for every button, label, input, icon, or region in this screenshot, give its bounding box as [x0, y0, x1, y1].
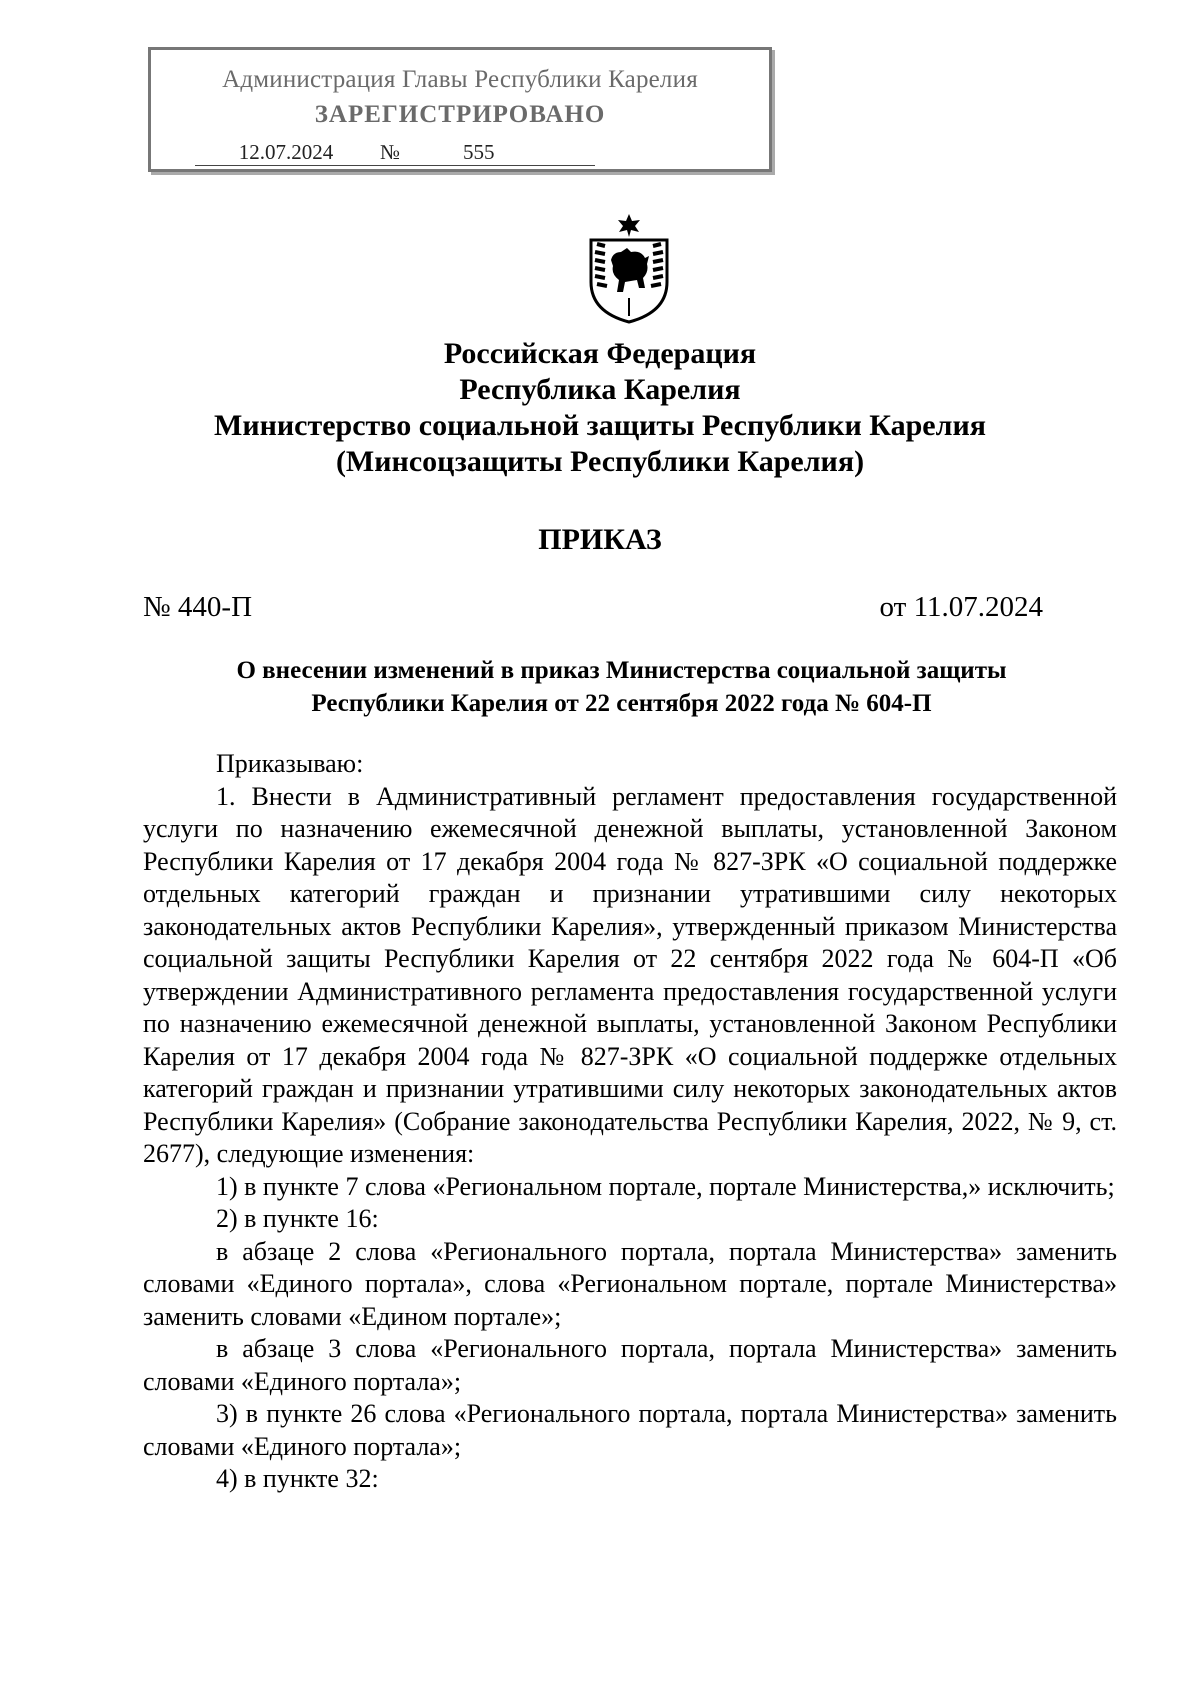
- document-date: от 11.07.2024: [879, 591, 1043, 623]
- paragraph-change-2-a: в абзаце 2 слова «Регионального портала, портала Министерства» заменить словами «Единого портала», слова «Региональном портале, портале Министерства» заменить словами «Едином портале»;: [143, 1236, 1117, 1331]
- stamp-number: 555: [403, 140, 595, 166]
- document-body: [143, 748, 1117, 1496]
- stamp-registration-row: [195, 140, 595, 166]
- paragraph-change-2-b: в абзаце 3 слова «Регионального портала, портала Министерства» заменить словами «Единого портала»;: [143, 1334, 1117, 1396]
- subject-line-1: О внесении изменений в приказ Министерства социальной защиты: [236, 657, 1007, 684]
- subject-line-2: Республики Карелия от 22 сентября 2022 года № 604-П: [311, 690, 932, 717]
- header-region: Республика Карелия: [459, 373, 741, 406]
- paragraph-change-2: 2) в пункте 16:: [216, 1204, 379, 1233]
- karelia-coat-of-arms-icon: [583, 212, 675, 324]
- document-type: ПРИКАЗ: [538, 523, 662, 556]
- document-subject: [143, 654, 1100, 720]
- paragraph-change-1: 1) в пункте 7 слова «Региональном портале, портале Министерства,» исключить;: [216, 1171, 1115, 1201]
- paragraph-order: Приказываю:: [216, 749, 364, 778]
- document-number: № 440-П: [143, 591, 253, 623]
- paragraph-item-1: 1. Внести в Административный регламент предоставления государственной услуги по назначению ежемесячной денежной выплаты, установленной Законом Республики Карелия от 17 декабря 2004 года № 827-ЗРК «О социальной поддержке отдельных категорий граждан и признании утратившими силу некоторых законодательных актов Республики Карелия», утвержденный приказом Министерства социальной защиты Республики Карелия от 22 сентября 2022 года № 604-П «Об утверждении Административного регламента предоставления государственной услуги по назначению ежемесячной денежной выплаты, установленной Законом Республики Карелия от 17 декабря 2004 года № 827-ЗРК «О социальной поддержке отдельных категорий граждан и признании утратившими силу некоторых законодательных актов Республики Карелия» (Собрание законодательства Республики Карелия, 2022, № 9, ст. 2677), следующие изменения:: [143, 781, 1117, 1168]
- stamp-number-sign: №: [377, 140, 403, 166]
- stamp-date: 12.07.2024: [195, 140, 377, 166]
- paragraph-change-4: 4) в пункте 32:: [216, 1464, 379, 1493]
- header-country: Российская Федерация: [443, 337, 757, 370]
- header-ministry: Министерство социальной защиты Республики Карелия: [214, 409, 986, 442]
- registration-stamp: [148, 47, 772, 172]
- paragraph-change-3: 3) в пункте 26 слова «Регионального портала, портала Министерства» заменить словами «Единого портала»;: [143, 1399, 1117, 1461]
- stamp-authority: Администрация Главы Республики Карелия: [222, 66, 698, 93]
- stamp-status: ЗАРЕГИСТРИРОВАНО: [314, 101, 606, 128]
- header-ministry-short: (Минсоцзащиты Республики Карелия): [335, 445, 865, 478]
- document-number-row: [143, 591, 1043, 624]
